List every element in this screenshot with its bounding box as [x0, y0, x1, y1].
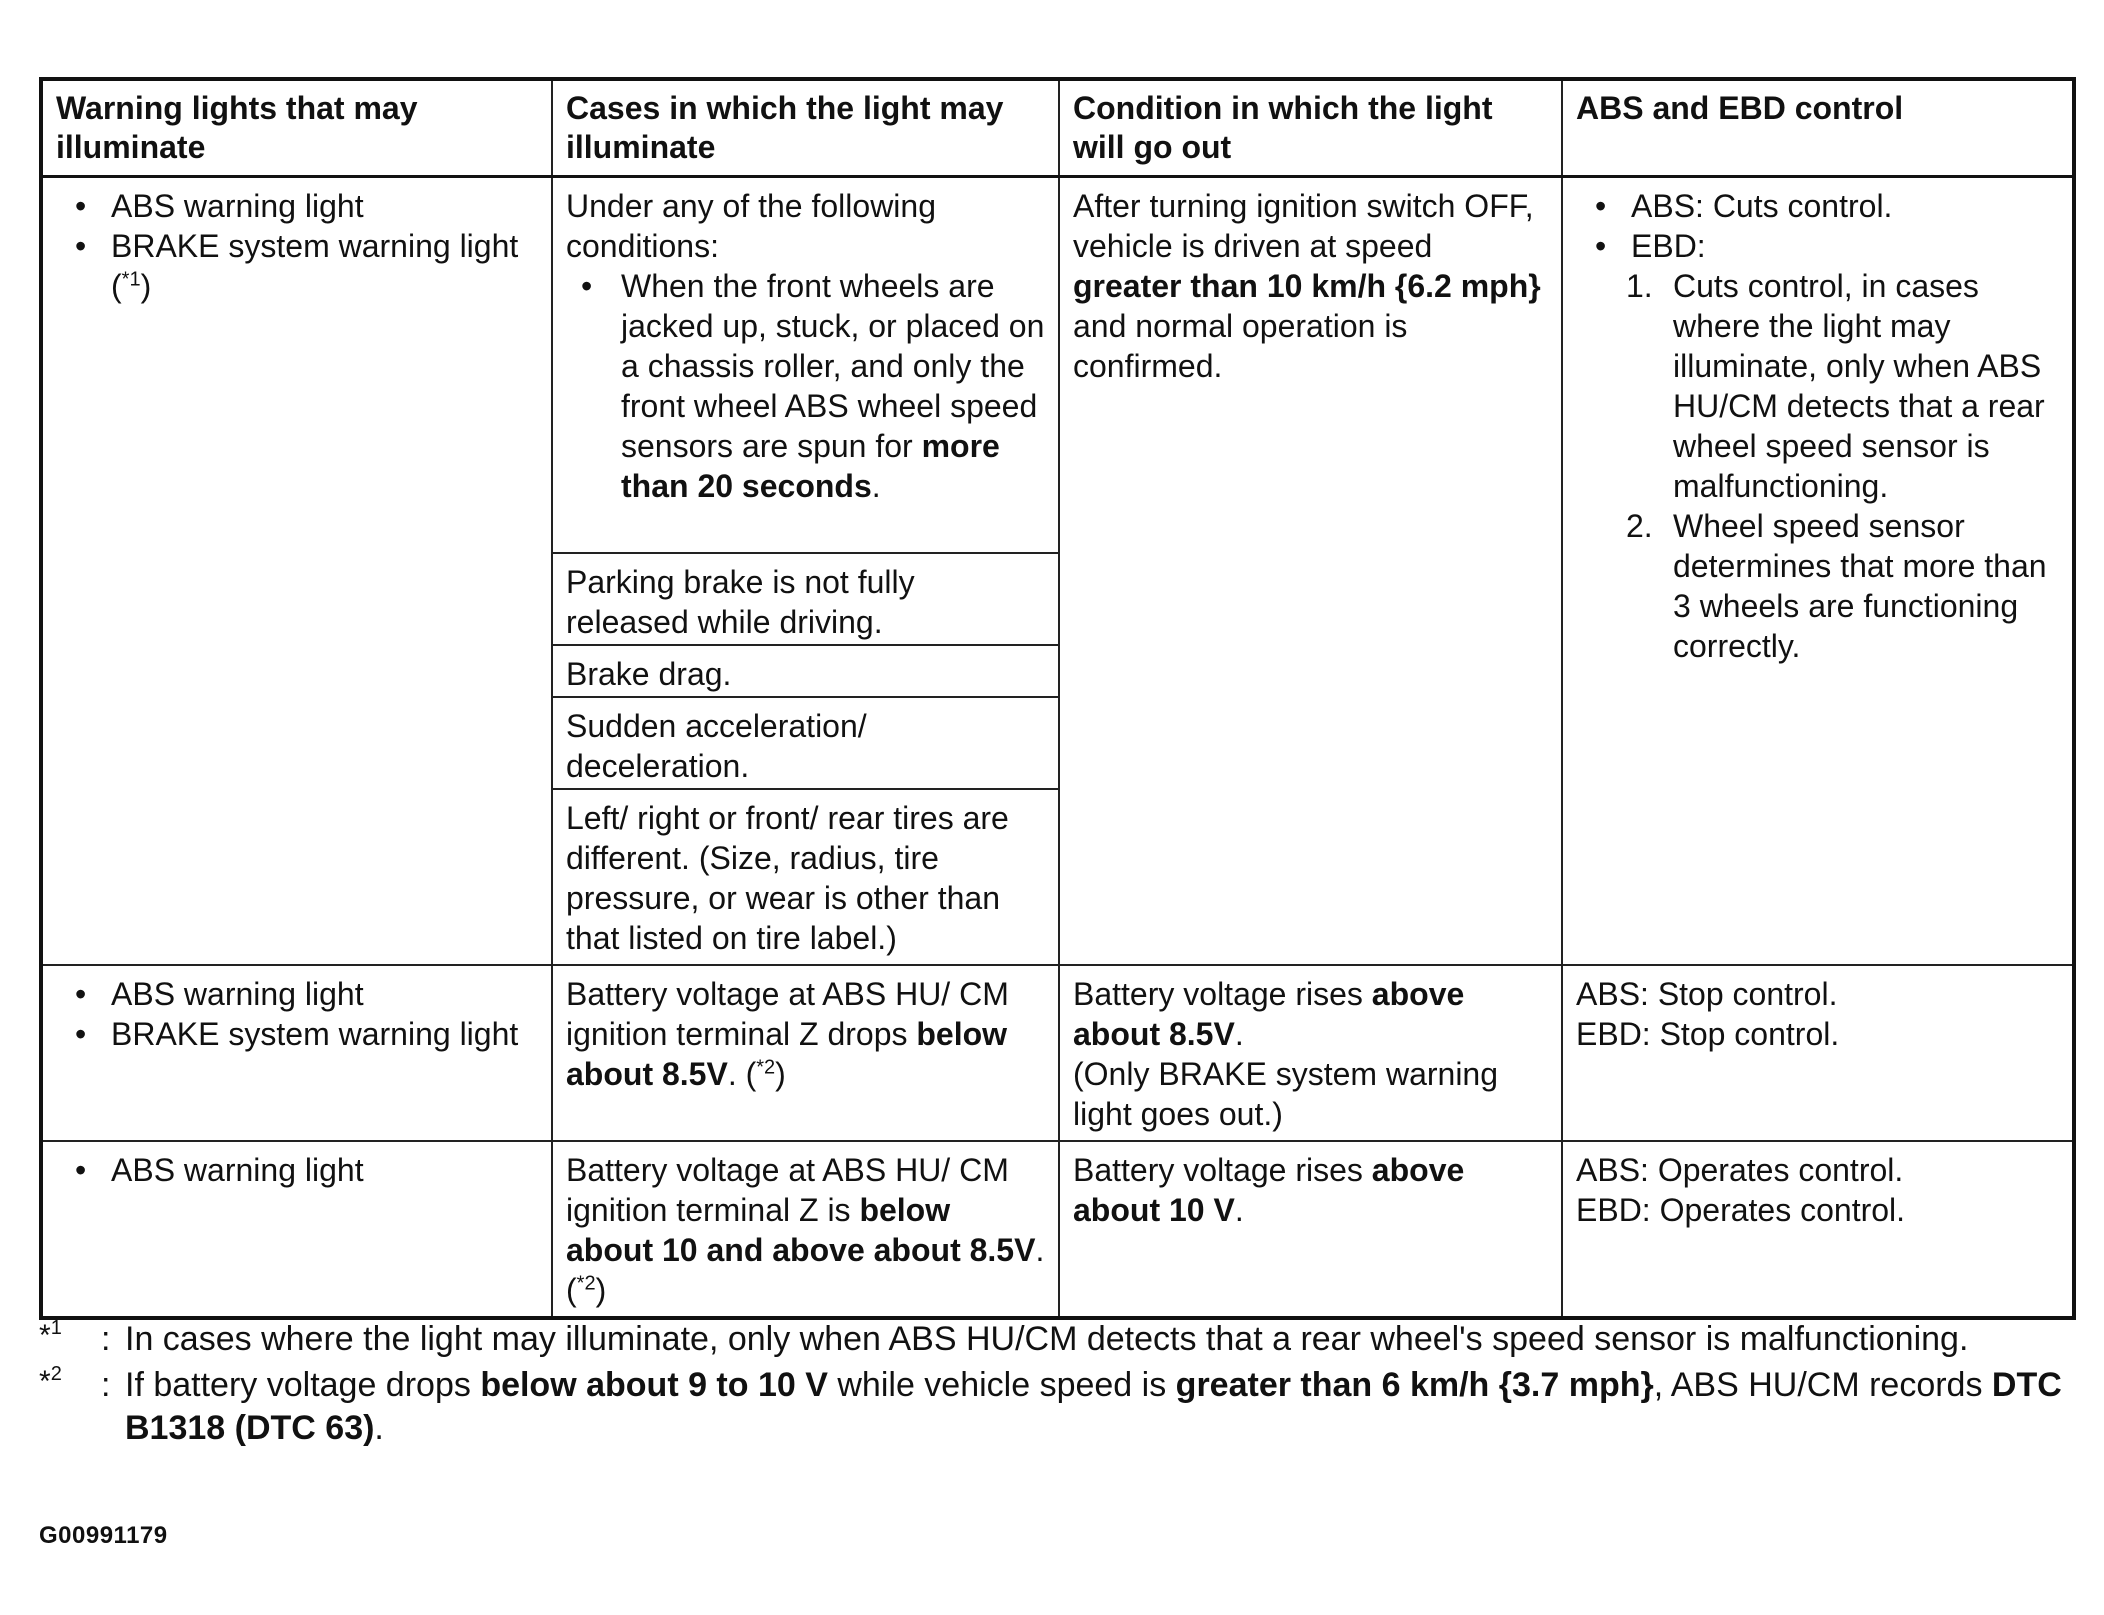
row1-case-drag: Brake drag.: [553, 646, 1058, 698]
list-item: • ABS warning light: [56, 974, 539, 1014]
list-item: • EBD:: [1576, 226, 2060, 266]
row3-lights-cell: [41, 1141, 552, 1318]
list-item: • BRAKE system warning light: [56, 1014, 539, 1054]
footnote-text: In cases where the light may illuminate, only when ABS HU/CM detects that a rear wheel's speed sensor is malfunctioning.: [125, 1320, 1969, 1358]
footnote-text: If battery voltage drops below about 9 to 10 V while vehicle speed is greater than 6 km/h {3.7 mph}, ABS HU/CM records DTC B1318 (DTC 63).: [125, 1366, 2062, 1447]
footnotes: [39, 1318, 2079, 1453]
footnote-1: *$^1$ : In cases where the light may illuminate, only when ABS HU/CM detects that a rear wheel's speed sensor is malfunctioning.: [39, 1318, 2079, 1361]
row3-cases-cell: Battery voltage at ABS HU/ CM ignition terminal Z is below about 10 and above about 8.5V. ($^{*2}$): [552, 1141, 1059, 1318]
table-row: [41, 965, 2074, 1141]
row1-condition-cell: After turning ignition switch OFF, vehicle is driven at speed greater than 10 km/h {6.2 mph} and normal operation is confirmed.: [1059, 177, 1562, 966]
list-item: • ABS warning light: [56, 1150, 539, 1190]
table-header-row: [41, 79, 2074, 177]
footnote-mark: *$^2$: [39, 1363, 62, 1398]
row1-case-jacked: Under any of the following conditions: • When the front wheels are jacked up, stuck, or placed on a chassis roller, and only the front wheel ABS wheel speed sensors are spun for more than 20 seconds.: [553, 178, 1058, 554]
warning-light-table: [39, 77, 2076, 1320]
footnote-ref: *2: [756, 1056, 776, 1079]
footnote-ref: *2: [576, 1272, 596, 1295]
list-item: 2. Wheel speed sensor determines that more than 3 wheels are functioning correctly.: [1626, 508, 2047, 664]
list-item: 1. Cuts control, in cases where the light may illuminate, only when ABS HU/CM detects that a rear wheel speed sensor is malfunctioning.: [1626, 268, 2045, 504]
list-item: • BRAKE system warning light ($^{*1}$): [56, 226, 539, 306]
list-item: • When the front wheels are jacked up, stuck, or placed on a chassis roller, and only the front wheel ABS wheel speed sensors are spun for more than 20 seconds.: [621, 266, 1046, 506]
list-item: • ABS: Cuts control.: [1576, 186, 2060, 226]
row1-control-numbered: [1576, 266, 2060, 666]
row2-control-cell: ABS: Stop control. EBD: Stop control.: [1562, 965, 2074, 1141]
footnote-mark: *$^1$: [39, 1317, 62, 1352]
footnote-ref: *1: [121, 268, 141, 291]
header-cases: Cases in which the light may illuminate: [552, 79, 1059, 177]
row1-control-cell: [1562, 177, 2074, 966]
row2-condition-cell: Battery voltage rises above about 8.5V. (Only BRAKE system warning light goes out.): [1059, 965, 1562, 1141]
row3-control-cell: ABS: Operates control. EBD: Operates control.: [1562, 1141, 2074, 1318]
figure-id: G00991179: [39, 1522, 168, 1549]
row2-cases-cell: Battery voltage at ABS HU/ CM ignition terminal Z drops below about 8.5V. ($^{*2}$): [552, 965, 1059, 1141]
list-item: • ABS warning light: [56, 186, 539, 226]
header-warning-lights: Warning lights that may illuminate: [41, 79, 552, 177]
row1-lights-cell: [41, 177, 552, 966]
row2-lights-cell: [41, 965, 552, 1141]
row1-cases-cell: [552, 177, 1059, 966]
table-row: [41, 177, 2074, 966]
row1-case-parking: Parking brake is not fully released while driving.: [553, 554, 1058, 646]
row1-case-accel: Sudden acceleration/ deceleration.: [553, 698, 1058, 790]
header-control: ABS and EBD control: [1562, 79, 2074, 177]
footnote-2: *$^2$ : If battery voltage drops below about 9 to 10 V while vehicle speed is greater than 6 km/h {3.7 mph}, ABS HU/CM records DTC B1318 (DTC 63).: [39, 1364, 2079, 1450]
table-row: [41, 1141, 2074, 1318]
row1-lights-list: [56, 186, 539, 306]
header-condition: Condition in which the light will go out: [1059, 79, 1562, 177]
row1-case-tires: Left/ right or front/ rear tires are different. (Size, radius, tire pressure, or wear is other than that listed on tire label.): [566, 800, 1009, 956]
row3-condition-cell: Battery voltage rises above about 10 V.: [1059, 1141, 1562, 1318]
